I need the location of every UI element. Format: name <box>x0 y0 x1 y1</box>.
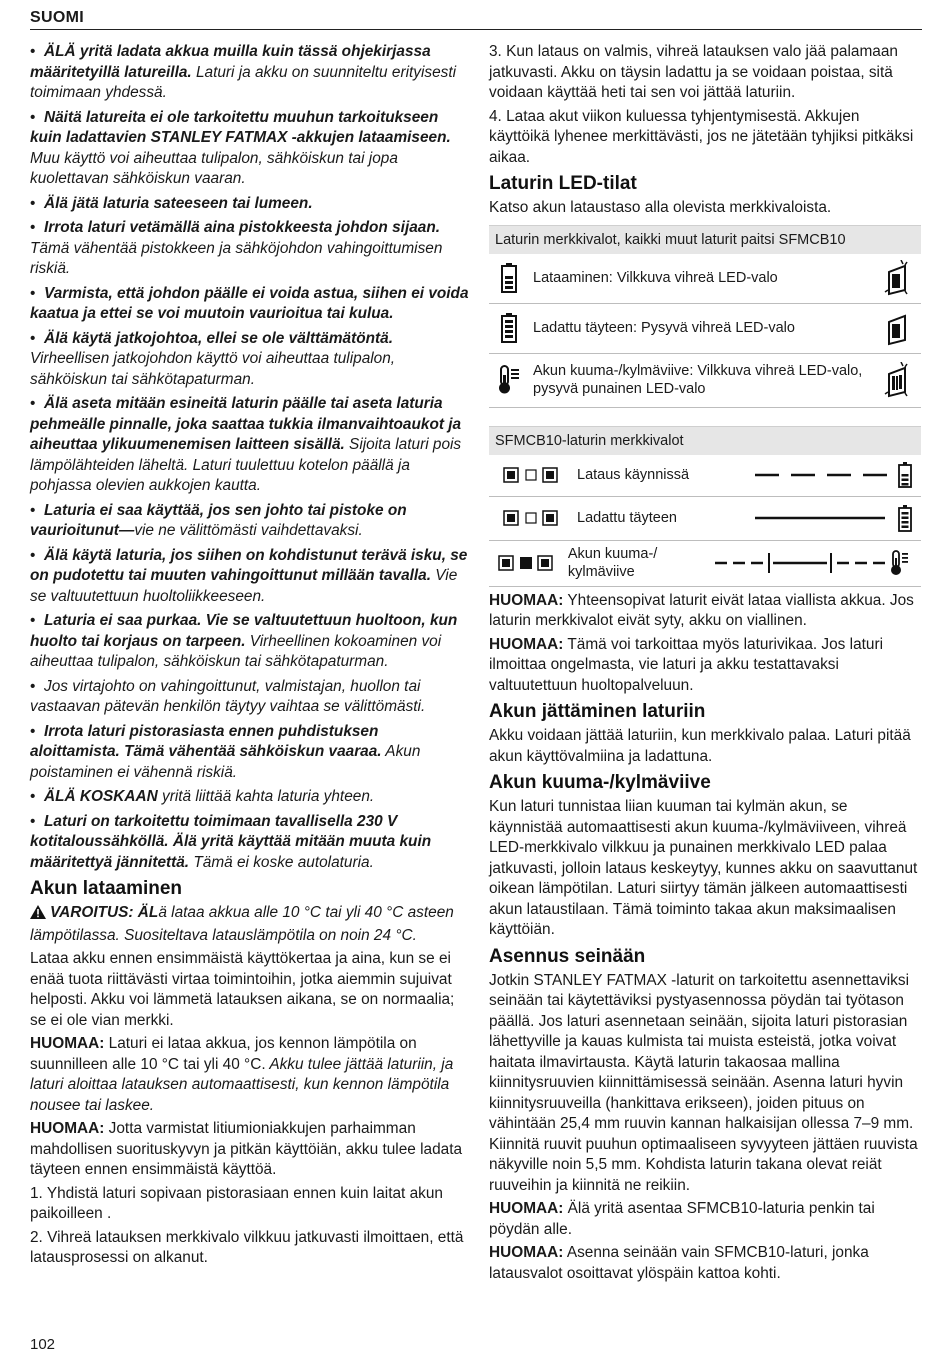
bullet-dot-icon: • <box>30 284 36 302</box>
note-wall-only-sfmcb10: HUOMAA: Asenna seinään vain SFMCB10-laturi, jonka latausvalot osoittavat ylöspäin kattoa kohti. <box>489 1244 869 1282</box>
note-temperature: HUOMAA: Laturi ei lataa akkua, jos kennon lämpötila on suunnilleen alle 10 °C tai yli 40 °C. Akku tulee jättää laturiin, ja laturi aloittaa latauksen automaattisesti, kun kennon lämpötila nousee tai laskee. <box>30 1035 454 1114</box>
safety-bullet-list <box>30 42 470 873</box>
sfmcb10-row-full: Ladattu täyteen <box>489 497 921 541</box>
led-row-hot-cold: Akun kuuma-/kylmäviive: Vilkkuva vihreä LED-valo, pysyvä punainen LED-valo <box>489 354 921 408</box>
blink-pattern-charging-icon <box>739 461 921 489</box>
left-column <box>30 42 470 1272</box>
hot-cold-pattern-icon <box>713 548 921 578</box>
sfmcb10-row-hot-cold: Akun kuuma-/ kylmäviive <box>489 541 921 587</box>
note-first-charge: HUOMAA: Jotta varmistat litiumioniakkujen parhaimman mahdollisen suorituskyvyn ja pitkän käyttöiän, akku tulee ladata täyteen ennen ensimmäistä käyttöä. <box>30 1120 463 1178</box>
step-4: 4. Lataa akut viikon kuluessa tyhjentymisestä. Akkujen käyttöikä lyhenee merkittävästi, jos ne jätetään tyhjiksi pitkäksi aikaa. <box>489 107 914 166</box>
warning-paragraph: VAROITUS: ÄLä lataa akkua alle 10 °C tai yli 40 °C asteen lämpötilassa. Suositeltava latauslämpötila on noin 24 °C. <box>30 904 454 944</box>
safety-bullet: • Laturia ei saa käyttää, jos sen johto tai pistoke on vaurioitunut—vie ne välittömästi vaihdettavaksi. <box>30 501 407 539</box>
bullet-dot-icon: • <box>30 395 36 412</box>
header-rule <box>30 29 922 30</box>
language-label: SUOMI <box>30 9 84 26</box>
led-table-sfmcb10 <box>489 426 921 587</box>
hot-cold-delay-text: Kun laturi tunnistaa liian kuuman tai kylmän akun, se käynnistää automaattisesti akun kuuma-/kylmäviiveen, vihreä LED-merkkivalo vilkkuu ja punainen merkkivalo LED palaa jatkuvasti, jolloin lataus keskeytyy, kunnes akku on saavuttanut oikean lämpötilan. Laturi siirtyy tämän jälkeen automaattisesti akun lataustilaan. Tämä toiminto takaa akun maksimaalisen käyttöiän. <box>489 798 918 938</box>
safety-bullet: • Irrota laturi pistorasiasta ennen puhdistuksen aloittamista. Tämä vähentää sähköiskun vaaraa. Akun poistaminen ei vähennä riskiä. <box>30 722 421 781</box>
charging-heading: Akun lataaminen <box>30 878 183 899</box>
bullet-dot-icon: • <box>30 108 36 126</box>
leave-in-charger-text: Akku voidaan jättää laturiin, kun merkkivalo palaa. Laturi pitää akun käyttövalmiina ja ladattuna. <box>489 727 911 765</box>
step-3: 3. Kun lataus on valmis, vihreä latauksen valo jää palamaan jatkuvasti. Akku on täysin ladattu ja se voidaan poistaa, sitä voidaan käyttää heti tai sen voi jättää laturiin. <box>489 43 898 101</box>
thermometer-icon <box>489 365 529 395</box>
sfmcb10-table-header: SFMCB10-laturin merkkivalot <box>489 426 921 455</box>
safety-bullet: • Älä aseta mitään esineitä laturin päälle tai aseta laturia pehmeälle pinnalle, joka saattaa tukkia ilmanvaihtoaukot ja aiheuttaa ylikuumenemisen laitteen sisällä. Sijoita laturi pois lämpölähteiden läheltä. Laturi tuulettuu kotelon päällä ja pohjassa olevien aukkojen kautta. <box>30 395 462 494</box>
bullet-dot-icon: • <box>30 43 36 60</box>
safety-bullet: • Irrota laturi vetämällä aina pistokkeesta johdon sijaan. Tämä vähentää pistokkeen ja sähköjohdon vahingoittumisen riskiä. <box>30 219 443 277</box>
safety-bullet: • Laturi on tarkoitettu toimimaan tavallisella 230 V kotitaloussähköllä. Älä yritä käyttää mitään muuta kuin määritettyä jännitettä. Tämä ei koske autolaturia. <box>30 812 432 871</box>
bullet-dot-icon: • <box>30 677 36 695</box>
sfmcb10-row-charging: Lataus käynnissä <box>489 455 921 497</box>
bullet-dot-icon: • <box>30 329 36 347</box>
led-row-charging: Lataaminen: Vilkkuva vihreä LED-valo <box>489 254 921 304</box>
note-no-under-bench: HUOMAA: Älä yritä asentaa SFMCB10-laturia penkin tai pöydän alle. <box>489 1200 875 1238</box>
warning-triangle-icon <box>30 905 46 926</box>
note-defective-battery: HUOMAA: Yhteensopivat laturit eivät lataa viallista akkua. Jos laturin merkkivalot eivät syty, akku on viallinen. <box>489 591 914 629</box>
note-charger-fault: HUOMAA: Tämä voi tarkoittaa myös laturivikaa. Jos laturi ilmoittaa ongelmasta, vie laturi ja akku testattavaksi valtuutettuun huoltopalveluun. <box>489 635 884 694</box>
bullet-dot-icon: • <box>30 194 36 212</box>
safety-bullet: • ÄLÄ yritä ladata akkua muilla kuin tässä ohjekirjassa määritetyillä latureilla. Laturi ja akku on suunniteltu erityisesti toimimaan yhdessä. <box>30 43 457 101</box>
led-row-full: Ladattu täyteen: Pysyvä vihreä LED-valo <box>489 304 921 354</box>
safety-bullet: • ÄLÄ KOSKAAN yritä liittää kahta laturia yhteen. <box>30 787 470 808</box>
bullet-dot-icon: • <box>30 501 36 519</box>
safety-bullet: • Näitä latureita ei ole tarkoitettu muuhun tarkoitukseen kuin ladattavien STANLEY FATMAX -akkujen lataamiseen. Muu käyttö voi aiheuttaa tulipalon, sähköiskun tai jopa kuolettavan sähköiskun vaaran. <box>30 108 451 187</box>
bullet-dot-icon: • <box>30 788 36 805</box>
right-column <box>489 42 921 1287</box>
led-table-header: Laturin merkkivalot, kaikki muut laturit paitsi SFMCB10 <box>489 225 921 254</box>
page-number: 102 <box>30 1336 56 1353</box>
leave-in-charger-heading: Akun jättäminen laturiin <box>489 701 706 722</box>
wall-mount-text: Jotkin STANLEY FATMAX -laturit on tarkoitettu asennettaviksi seinään tai käytettäviksi pystyasennossa pöydän tai työtason päällä. Jos laturi asennetaan seinään, sijoita laturi pistorasian lähettyville ja kauas kulmista tai muista esteistä, jotka voivat haitata ilmavirtausta. Käytä laturin takaosaa mallina kiinnitysruuvien kiinnittämisessä seinään. Asenna laturi hyvin kiinnitysruuveilla (hankittava erikseen), joiden pituus on vähintään 25,4 mm ruuvin kannan halkaisijan ollessa 7–9 mm. Kiinnitä ruuvit puuhun optimaaliseen syvyyteen jättäen ruuvista näkyville noin 5,5 mm. Kohdista laturin takana olevat reiät ruuveihin ja kiinnitä ne reikiin. <box>489 971 918 1194</box>
bullet-dot-icon: • <box>30 722 36 740</box>
safety-bullet: • Älä jätä laturia sateeseen tai lumeen. <box>30 194 470 215</box>
bullet-dot-icon: • <box>30 546 36 564</box>
battery-charging-icon <box>489 263 529 293</box>
led-squares-charging-icon <box>489 467 577 483</box>
led-table-standard <box>489 225 921 408</box>
led-squares-hot-cold-icon <box>489 555 568 571</box>
charger-blinking-icon <box>873 260 921 296</box>
charging-intro: Lataa akku ennen ensimmäistä käyttökertaa ja aina, kun se ei enää tuota riittävästi virtaa toimintoihin, jotka aiemmin sujuivat helposti. Akku voi lämmetä latauksen aikana, se on normaalia; se ei ole vian merkki. <box>30 950 455 1029</box>
charger-solid-icon <box>873 310 921 346</box>
wall-mount-heading: Asennus seinään <box>489 945 646 967</box>
step-2: 2. Vihreä latauksen merkkivalo vilkkuu jatkuvasti ilmoittaen, että latausprosessi on alkanut. <box>30 1228 464 1266</box>
safety-bullet: • Varmista, että johdon päälle ei voida astua, siihen ei voida kaatua ja ettei se voi muutoin vaurioitua tai kulua. <box>30 284 469 322</box>
safety-bullet: • Älä käytä jatkojohtoa, ellei se ole välttämätöntä. Virheellisen jatkojohdon käyttö voi aiheuttaa tulipalon, sähköiskun tai sähkötapaturman. <box>30 329 396 388</box>
bullet-dot-icon: • <box>30 219 36 236</box>
led-heading: Laturin LED-tilat <box>489 173 637 194</box>
safety-bullet: • Laturia ei saa purkaa. Vie se valtuutettuun huoltoon, kun huolto tai korjaus on tarpeen. Virheellinen kokoaminen voi aiheuttaa tulipalon, sähköiskun tai sähkötapaturman. <box>30 612 458 670</box>
safety-bullet: • Älä käytä laturia, jos siihen on kohdistunut terävä isku, se on pudotettu tai muuten vahingoittunut millään tavalla. Vie se valtuutettuun huoltoliikkeeseen. <box>30 546 468 605</box>
led-squares-full-icon <box>489 510 577 526</box>
led-intro: Katso akun lataustaso alla olevista merkkivaloista. <box>489 199 832 216</box>
solid-pattern-full-icon <box>739 503 921 533</box>
battery-full-icon <box>489 313 529 343</box>
hot-cold-delay-heading: Akun kuuma-/kylmäviive <box>489 772 711 793</box>
charger-hot-cold-icon <box>873 362 921 398</box>
bullet-dot-icon: • <box>30 812 36 830</box>
safety-bullet: • Jos virtajohto on vahingoittunut, valmistajan, huollon tai vastaavan pätevän henkilön täytyy vaihtaa se välittömästi. <box>30 677 426 715</box>
bullet-dot-icon: • <box>30 612 36 629</box>
step-1: 1. Yhdistä laturi sopivaan pistorasiaan ennen kuin laitat akun paikoilleen . <box>30 1184 443 1222</box>
